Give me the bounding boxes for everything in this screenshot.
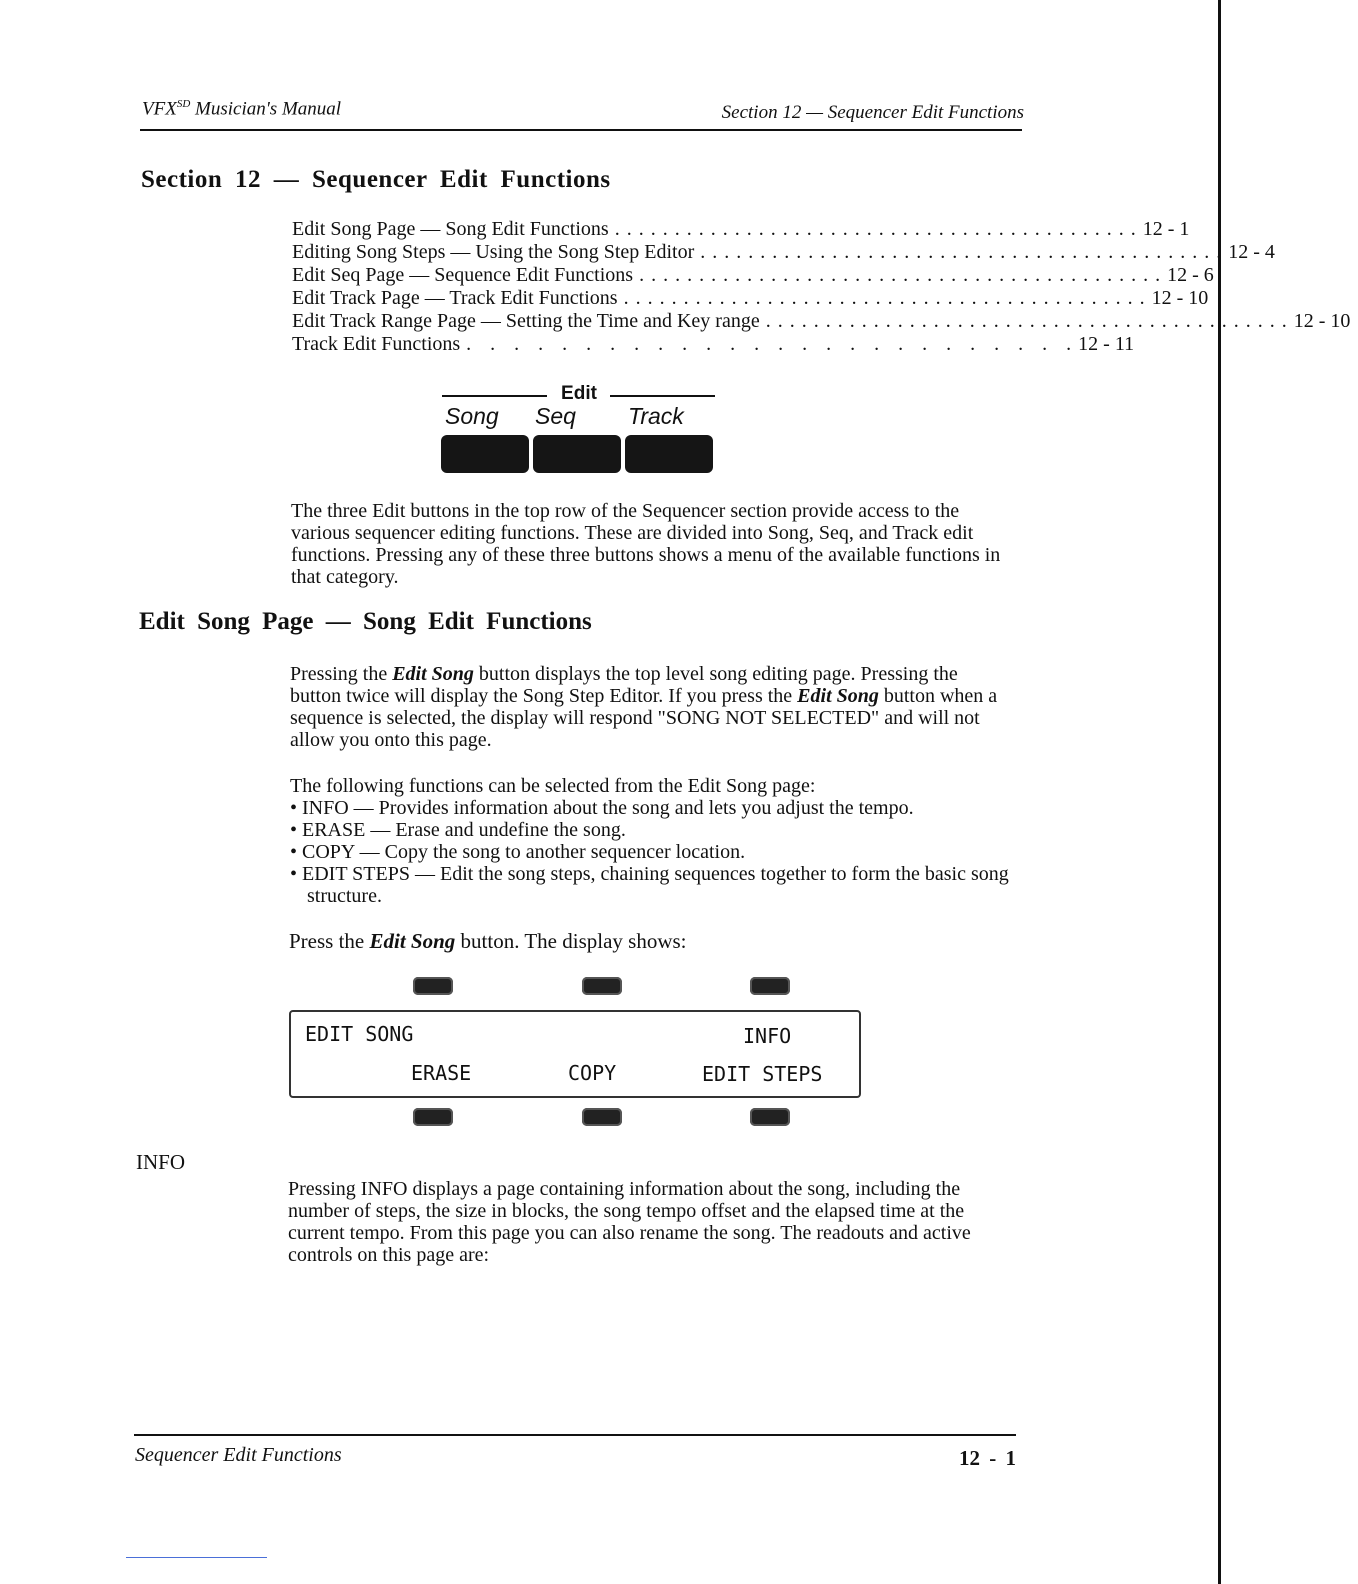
header-rule [140, 129, 1022, 131]
footer-left: Sequencer Edit Functions [135, 1444, 342, 1466]
soft-button-bottom-2[interactable] [582, 1108, 622, 1126]
lcd-page-name: EDIT SONG [305, 1022, 414, 1046]
intro-paragraph: The three Edit buttons in the top row of the Sequencer section provide access to the various sequencer editing functions. These are divided into Song, Seq, and Track edit functions. Pressing any of these three buttons shows a menu of the available functions in that category. [291, 500, 1001, 588]
track-button-label: Track [628, 403, 684, 429]
page-edge [1218, 0, 1221, 1584]
edit-group-line-right [610, 395, 715, 397]
edit-song-description: Pressing the Edit Song button displays the top level song editing page. Pressing the button twice will display the Song Step Editor. If you press the Edit Song button when a sequence is selected, the display will respond "SONG NOT SELECTED" and will not allow you onto this page. [290, 663, 998, 751]
lcd-edit-steps-option[interactable]: EDIT STEPS [702, 1062, 823, 1086]
list-item: • EDIT STEPS — Edit the song steps, chaining sequences together to form the basic song structure. [290, 863, 1009, 907]
subsection-title: Edit Song Page — Song Edit Functions [139, 608, 592, 635]
table-of-contents [292, 218, 1351, 356]
edit-track-button[interactable] [625, 435, 713, 473]
running-header-left: $VFX^{SD}$ Musician's Manual [142, 98, 342, 120]
list-item: • ERASE — Erase and undefine the song. [290, 819, 626, 841]
lcd-copy-option[interactable]: COPY [568, 1061, 617, 1085]
list-item: • COPY — Copy the song to another sequencer location. [290, 841, 746, 863]
functions-list [290, 775, 1010, 907]
soft-button-top-1[interactable] [413, 977, 453, 995]
scan-artifact-line [126, 1557, 267, 1558]
song-button-label: Song [445, 403, 499, 429]
running-header-right: Section 12 — Sequencer Edit Functions [721, 102, 1024, 123]
toc-entry[interactable]: Track Edit Functions . . . . . . . . . . . . . . . . . . . . . . . . . . 12 - 11 [292, 333, 1135, 355]
soft-button-top-2[interactable] [582, 977, 622, 995]
toc-entry[interactable]: Edit Seq Page — Sequence Edit Functions ............................................ 12 - 6 [292, 264, 1214, 286]
section-title: Section 12 — Sequencer Edit Functions [141, 166, 611, 193]
edit-group-label: Edit [561, 383, 597, 404]
functions-intro: The following functions can be selected from the Edit Song page: [290, 775, 816, 797]
list-item: • INFO — Provides information about the song and lets you adjust the tempo. [290, 797, 914, 819]
press-instruction: Press the Edit Song button. The display shows: [289, 929, 687, 953]
edit-group-line-left [442, 395, 547, 397]
info-paragraph: Pressing INFO displays a page containing information about the song, including the number of steps, the size in blocks, the song tempo offset and the elapsed time at the current tempo. From this page you can also rename the song. The readouts and active controls on this page are: [288, 1178, 971, 1266]
toc-entry[interactable]: Edit Song Page — Song Edit Functions ............................................ 12 - 1 [292, 218, 1190, 240]
edit-song-button[interactable] [441, 435, 529, 473]
soft-button-bottom-1[interactable] [413, 1108, 453, 1126]
lcd-erase-option[interactable]: ERASE [411, 1061, 472, 1085]
soft-button-bottom-3[interactable] [750, 1108, 790, 1126]
footer-rule [134, 1434, 1016, 1436]
lcd-display [289, 1010, 861, 1098]
info-side-heading: INFO [136, 1150, 186, 1174]
lcd-info-option[interactable]: INFO [743, 1024, 792, 1048]
toc-entry[interactable]: Edit Track Range Page — Setting the Time and Key range ............................................ 12 - 10 [292, 310, 1351, 332]
edit-buttons-illustration [440, 383, 720, 475]
edit-seq-button[interactable] [533, 435, 621, 473]
toc-entry[interactable]: Edit Track Page — Track Edit Functions ............................................ 12 - 10 [292, 287, 1209, 309]
page-number: 12 - 1 [959, 1446, 1016, 1470]
toc-entry[interactable]: Editing Song Steps — Using the Song Step Editor ............................................ 12 - 4 [292, 241, 1275, 263]
soft-button-top-3[interactable] [750, 977, 790, 995]
seq-button-label: Seq [535, 403, 576, 429]
